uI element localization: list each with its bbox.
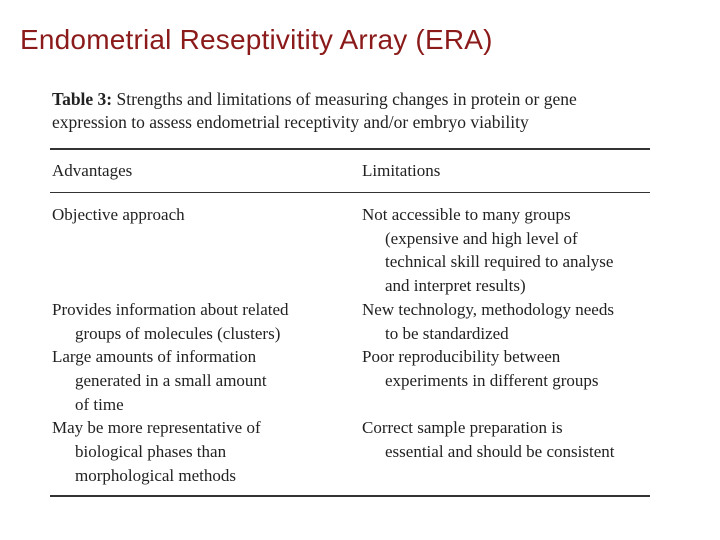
limitation-cell-line: experiments in different groups bbox=[385, 370, 599, 390]
limitation-cell bbox=[362, 416, 650, 487]
advantage-cell-line: Provides information about related bbox=[52, 299, 289, 319]
table-header-row bbox=[50, 150, 650, 192]
advantage-cell bbox=[50, 203, 362, 298]
limitation-cell-line: New technology, methodology needs bbox=[362, 299, 614, 319]
header-limitations: Limitations bbox=[362, 161, 441, 180]
table-caption-label: Table 3: bbox=[52, 89, 113, 109]
header-advantages: Advantages bbox=[52, 161, 133, 180]
table-row bbox=[50, 298, 650, 345]
limitation-cell-line: to be standardized bbox=[385, 323, 509, 343]
table-row bbox=[50, 203, 650, 298]
advantage-cell bbox=[50, 345, 362, 416]
table-row bbox=[50, 345, 650, 416]
limitation-cell-line: and interpret results) bbox=[385, 276, 526, 296]
limitation-cell-line: Not accessible to many groups bbox=[362, 205, 571, 224]
limitation-cell bbox=[362, 298, 650, 345]
limitation-cell-line: essential and should be consistent bbox=[385, 442, 615, 462]
advantage-cell-line: biological phases than bbox=[75, 442, 227, 462]
advantage-cell-line: generated in a small amount bbox=[75, 370, 267, 390]
table-bottom-rule bbox=[50, 495, 650, 497]
advantage-cell-line: morphological methods bbox=[75, 465, 237, 485]
slide-title: Endometrial Reseptivitity Array (ERA) bbox=[20, 24, 493, 55]
table-row bbox=[50, 416, 650, 487]
table-caption-text: Strengths and limitations of measuring changes in protein or gene expression to assess endometrial receptivity and/or embryo viability bbox=[52, 89, 577, 132]
advantage-cell-line: Large amounts of information bbox=[52, 347, 257, 367]
table-figure bbox=[50, 88, 650, 497]
advantage-cell bbox=[50, 298, 362, 345]
table-caption bbox=[52, 88, 650, 134]
limitation-cell-line: (expensive and high level of bbox=[385, 228, 578, 248]
advantage-cell-line: of time bbox=[75, 394, 124, 414]
limitation-cell bbox=[362, 203, 650, 298]
limitation-cell-line: Correct sample preparation is bbox=[362, 418, 563, 438]
advantage-cell-line: Objective approach bbox=[52, 205, 185, 224]
advantage-cell-line: groups of molecules (clusters) bbox=[75, 323, 281, 343]
advantage-cell-line: May be more representative of bbox=[52, 418, 261, 438]
limitation-cell-line: technical skill required to analyse bbox=[385, 252, 614, 272]
limitation-cell bbox=[362, 345, 650, 416]
limitation-cell-line: Poor reproducibility between bbox=[362, 347, 561, 367]
table-body bbox=[50, 193, 650, 487]
advantage-cell bbox=[50, 416, 362, 487]
